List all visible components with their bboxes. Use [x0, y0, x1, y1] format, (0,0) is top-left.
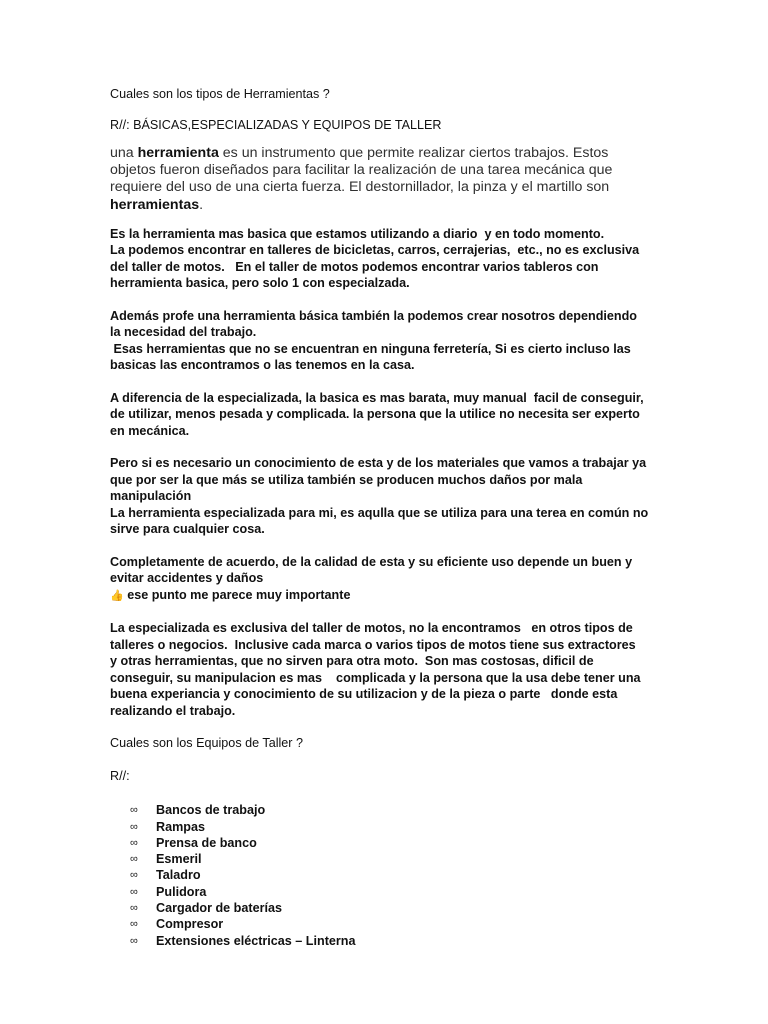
list-item-label: Cargador de baterías	[156, 901, 282, 915]
list-item-label: Prensa de banco	[156, 835, 257, 850]
list-item-label: Esmeril	[156, 852, 202, 867]
tool-definition	[110, 145, 650, 214]
list-item	[130, 802, 650, 818]
definition-text-2: es un instrumento que permite realizar ciertos trabajos. Estos objetos fueron diseñados para facilitar la realización de una tarea mecánica que requiere del uso de una cierta fuerza. El destornillador, la pinza y el martillo son	[110, 145, 613, 196]
list-item	[130, 884, 650, 900]
reverse-double-loop-bullet-icon: ∞	[130, 804, 138, 817]
reverse-double-loop-bullet-icon: ∞	[130, 836, 138, 849]
reverse-double-loop-bullet-icon: ∞	[130, 885, 138, 898]
question-tool-types: Cuales son los tipos de Herramientas ?	[110, 87, 330, 101]
reverse-double-loop-bullet-icon: ∞	[130, 869, 138, 882]
reverse-double-loop-bullet-icon: ∞	[130, 934, 138, 947]
list-item	[130, 916, 650, 932]
paragraph-create-tools: Además profe una herramienta básica también la podemos crear nosotros dependiendo la necesidad del trabajo. Esas herramientas que no se encuentran en ninguna ferretería, Si es cierto incluso las basicas las encontramos o las tenemos en la casa.	[110, 308, 637, 373]
answer-tool-types: R//: BÁSICAS,ESPECIALIZADAS Y EQUIPOS DE TALLER	[110, 117, 442, 132]
thumbs-up-icon: 👍	[110, 589, 124, 602]
list-item	[130, 933, 650, 949]
answer-equipment: R//:	[110, 768, 130, 783]
definition-term-1: herramienta	[137, 145, 219, 161]
list-item-label: Taladro	[156, 868, 201, 883]
agreement-note-line	[110, 587, 650, 605]
paragraph-difference: A diferencia de la especializada, la basica es mas barata, muy manual facil de conseguir, de utilizar, menos pesada y complicada. la persona que la utilice no necesita ser experto en mecánica.	[110, 390, 648, 438]
list-item-label: Bancos de trabajo	[156, 803, 266, 818]
reverse-double-loop-bullet-icon: ∞	[130, 918, 138, 931]
reverse-double-loop-bullet-icon: ∞	[130, 853, 138, 866]
list-item-label: Extensiones eléctricas – Linterna	[156, 933, 356, 948]
list-item	[130, 868, 650, 884]
reverse-double-loop-bullet-icon: ∞	[130, 820, 138, 833]
paragraph-specialized: La especializada es exclusiva del taller de motos, no la encontramos en otros tipos de talleres o negocios. Inclusive cada marca o varios tipos de motos tiene sus extractores y otras herramientas, que no sirven para otra moto. Son mas costosas, dificil de conseguir, su manipulacion es mas complicada y la persona que la usa debe tener una buena experiancia y conocimiento de su utilizacion y de la pieza o parte donde esta realizando el trabajo.	[110, 621, 650, 718]
paragraph-basic-tool: Es la herramienta mas basica que estamos utilizando a diario y en todo momento. La podemos encontrar en talleres de bicicletas, carros, cerrajerias, etc., no es exclusiva del taller de motos. En el taller de motos podemos encontrar varios tableros con herramienta basica, pero solo 1 con especialzada.	[110, 226, 640, 291]
agreement-text: Completamente de acuerdo, de la calidad de esta y su eficiente uso depende un buen y evitar accidentes y daños	[110, 554, 636, 586]
list-item	[130, 900, 650, 916]
definition-text-1: una	[110, 145, 138, 161]
list-item-label: Pulidora	[156, 884, 207, 899]
reverse-double-loop-bullet-icon: ∞	[130, 902, 138, 914]
paragraph-knowledge: Pero si es necesario un conocimiento de esta y de los materiales que vamos a trabajar ya que por ser la que más se utiliza también se producen muchos daños por mala manipulación La herramienta especializada para mi, es aqulla que se utiliza para una terea en común no sirve para cualquier cosa.	[110, 456, 649, 537]
agreement-note: ese punto me parece muy importante	[123, 587, 351, 602]
agreement-block	[110, 554, 650, 605]
list-item	[130, 819, 650, 835]
definition-text-3: .	[199, 196, 204, 213]
list-item	[130, 851, 650, 867]
document-page	[110, 86, 650, 949]
list-item-label: Compresor	[156, 917, 224, 932]
list-item	[130, 835, 650, 851]
equipment-list	[110, 802, 650, 949]
question-equipment: Cuales son los Equipos de Taller ?	[110, 736, 303, 751]
list-item-label: Rampas	[156, 819, 205, 834]
definition-term-2: herramientas	[110, 196, 200, 213]
